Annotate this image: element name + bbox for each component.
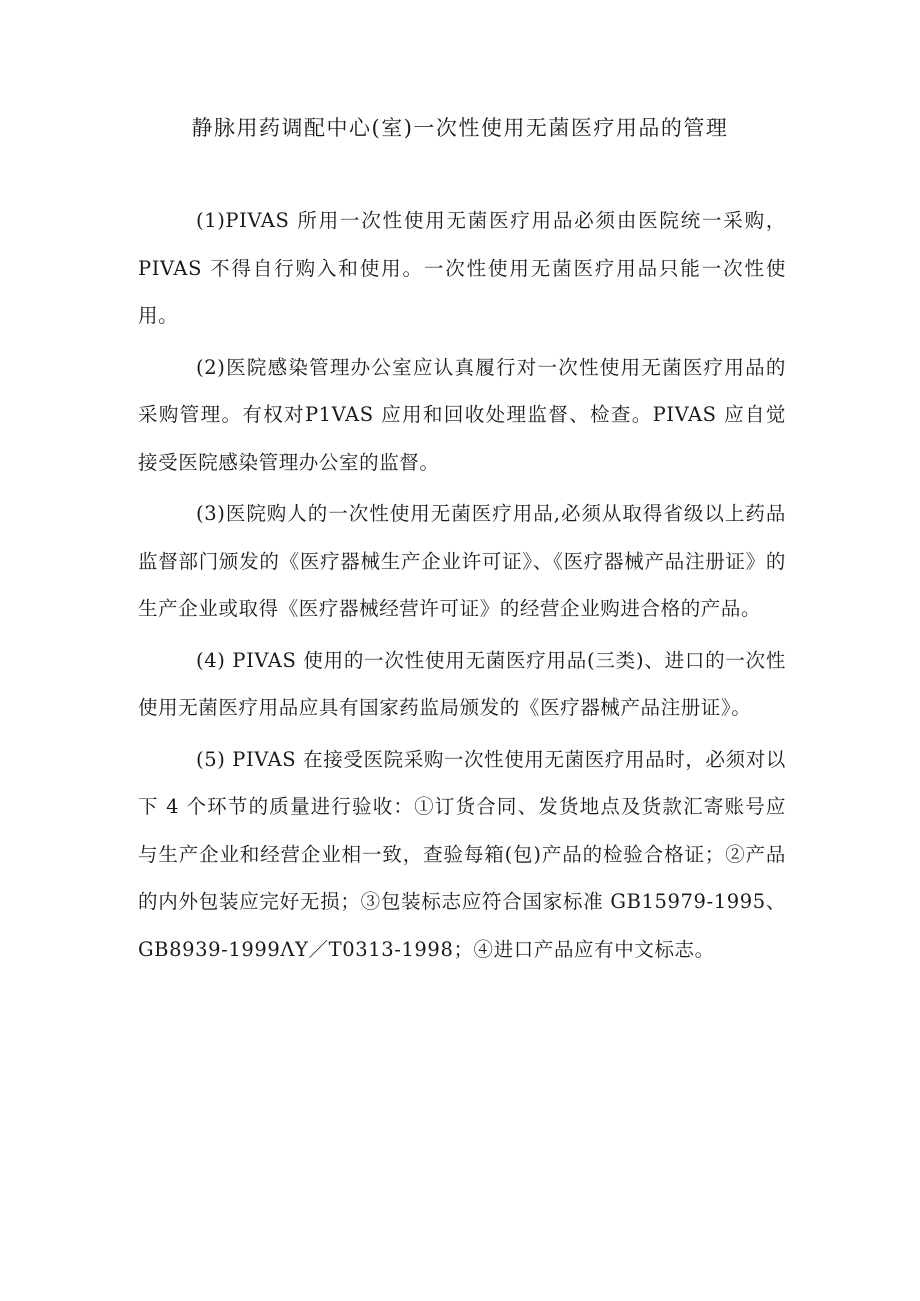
paragraph-1: (1)PIVAS 所用一次性使用无菌医疗用品必须由医院统一采购，PIVAS 不得自行购入和使用。一次性使用无菌医疗用品只能一次性使用。 [138, 209, 786, 327]
paragraph-3: (3)医院购人的一次性使用无菌医疗用品,必须从取得省级以上药品监督部门颁发的《医疗器械生产企业许可证》、《医疗器械产品注册证》的生产企业或取得《医疗器械经营许可证》的经营企业购进合格的产品。 [138, 502, 786, 620]
document-body [138, 197, 786, 977]
document-title: 静脉用药调配中心(室)一次性使用无菌医疗用品的管理 [191, 116, 729, 140]
paragraph-2: (2)医院感染管理办公室应认真履行对一次性使用无菌医疗用品的采购管理。有权对P1VAS 应用和回收处理监督、检查。PIVAS 应自觉接受医院感染管理办公室的监督。 [138, 355, 786, 474]
paragraph-5: (5) PIVAS 在接受医院采购一次性使用无菌医疗用品时，必须对以下 4 个环节的质量进行验收：①订货合同、发货地点及货款汇寄账号应与生产企业和经营企业相一致，查验每箱(包)产品的检验合格证；②产品的内外包装应完好无损；③包装标志应符合国家标准 GB15979-1995、GB8939-1999ΛY／T0313-1998；④进口产品应有中文标志。 [138, 747, 786, 961]
paragraph-4: (4) PIVAS 使用的一次性使用无菌医疗用品(三类)、进口的一次性使用无菌医疗用品应具有国家药监局颁发的《医疗器械产品注册证》。 [138, 648, 786, 719]
